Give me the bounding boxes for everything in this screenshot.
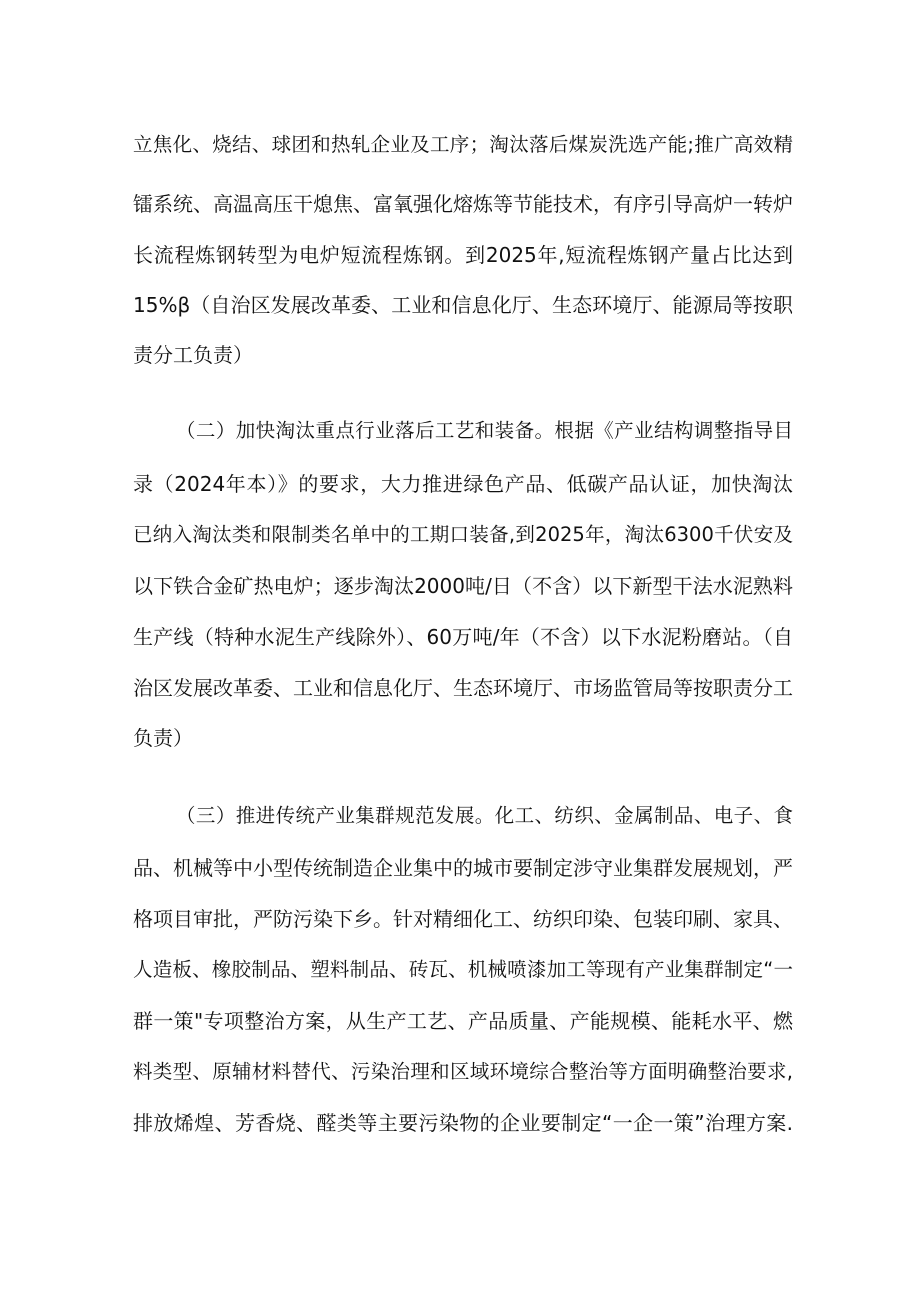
paragraph-2-line-7: 负责）: [133, 726, 193, 750]
paragraph-3-line-1: （三）推进传统产业集群规范发展。化工、纺织、金属制品、电子、食: [176, 804, 793, 827]
paragraph-1-line-2: 镭系统、高温高压干熄焦、富氧强化熔炼等节能技术，有序引导高炉一转炉: [133, 192, 793, 216]
paragraph-2-line-3: 已纳入淘汰类和限制类名单中的工期口装备,到2025年，淘汰6300千伏安及: [133, 523, 793, 546]
paragraph-1-line-4: 15%β（自治区发展改革委、工业和信息化厅、生态环境厅、能源局等按职: [133, 293, 793, 317]
paragraph-1-line-5: 责分工负责）: [133, 343, 253, 367]
paragraph-2-line-1: （二）加快淘汰重点行业落后工艺和装备。根据《产业结构调整指导目: [176, 419, 793, 442]
paragraph-3-line-2: 品、机械等中小型传统制造企业集中的城市要制定涉守业集群发展规划，严: [133, 856, 793, 880]
paragraph-2-line-6: 治区发展改革委、工业和信息化厅、生态环境厅、市场监管局等按职责分工: [133, 676, 793, 700]
paragraph-2-line-5: 生产线（特种水泥生产线除外）、60万吨/年（不含）以下水泥粉磨站。（自: [133, 625, 793, 649]
paragraph-3-line-7: 排放烯煌、芳香烧、醛类等主要污染物的企业要制定“一企一策”治理方案.: [133, 1111, 793, 1135]
paragraph-3-line-6: 料类型、原辅材料替代、污染治理和区域环境综合整治等方面明确整治要求,: [133, 1060, 793, 1083]
paragraph-2-line-4: 以下铁合金矿热电炉；逐步淘汰2000吨/日（不含）以下新型干法水泥熟料: [133, 574, 793, 598]
paragraph-3-line-3: 格项目审批，严防污染下乡。针对精细化工、纺织印染、包装印刷、家具、: [133, 907, 793, 931]
paragraph-2-line-2: 录（2024年本）》的要求，大力推进绿色产品、低碳产品认证，加快淘汰: [133, 472, 793, 496]
paragraph-3-line-4: 人造板、橡胶制品、塑料制品、砖瓦、机械喷漆加工等现有产业集群制定“一: [133, 958, 793, 981]
paragraph-3-line-5: 群一策"专项整治方案，从生产工艺、产品质量、产能规模、能耗水平、燃: [133, 1009, 793, 1033]
paragraph-1-line-3: 长流程炼钢转型为电炉短流程炼钢。到2025年,短流程炼钢产量占比达到: [133, 243, 793, 267]
paragraph-1-line-1: 立焦化、烧结、球团和热轧企业及工序；淘汰落后煤炭洗选产能;推广高效精: [133, 133, 793, 156]
